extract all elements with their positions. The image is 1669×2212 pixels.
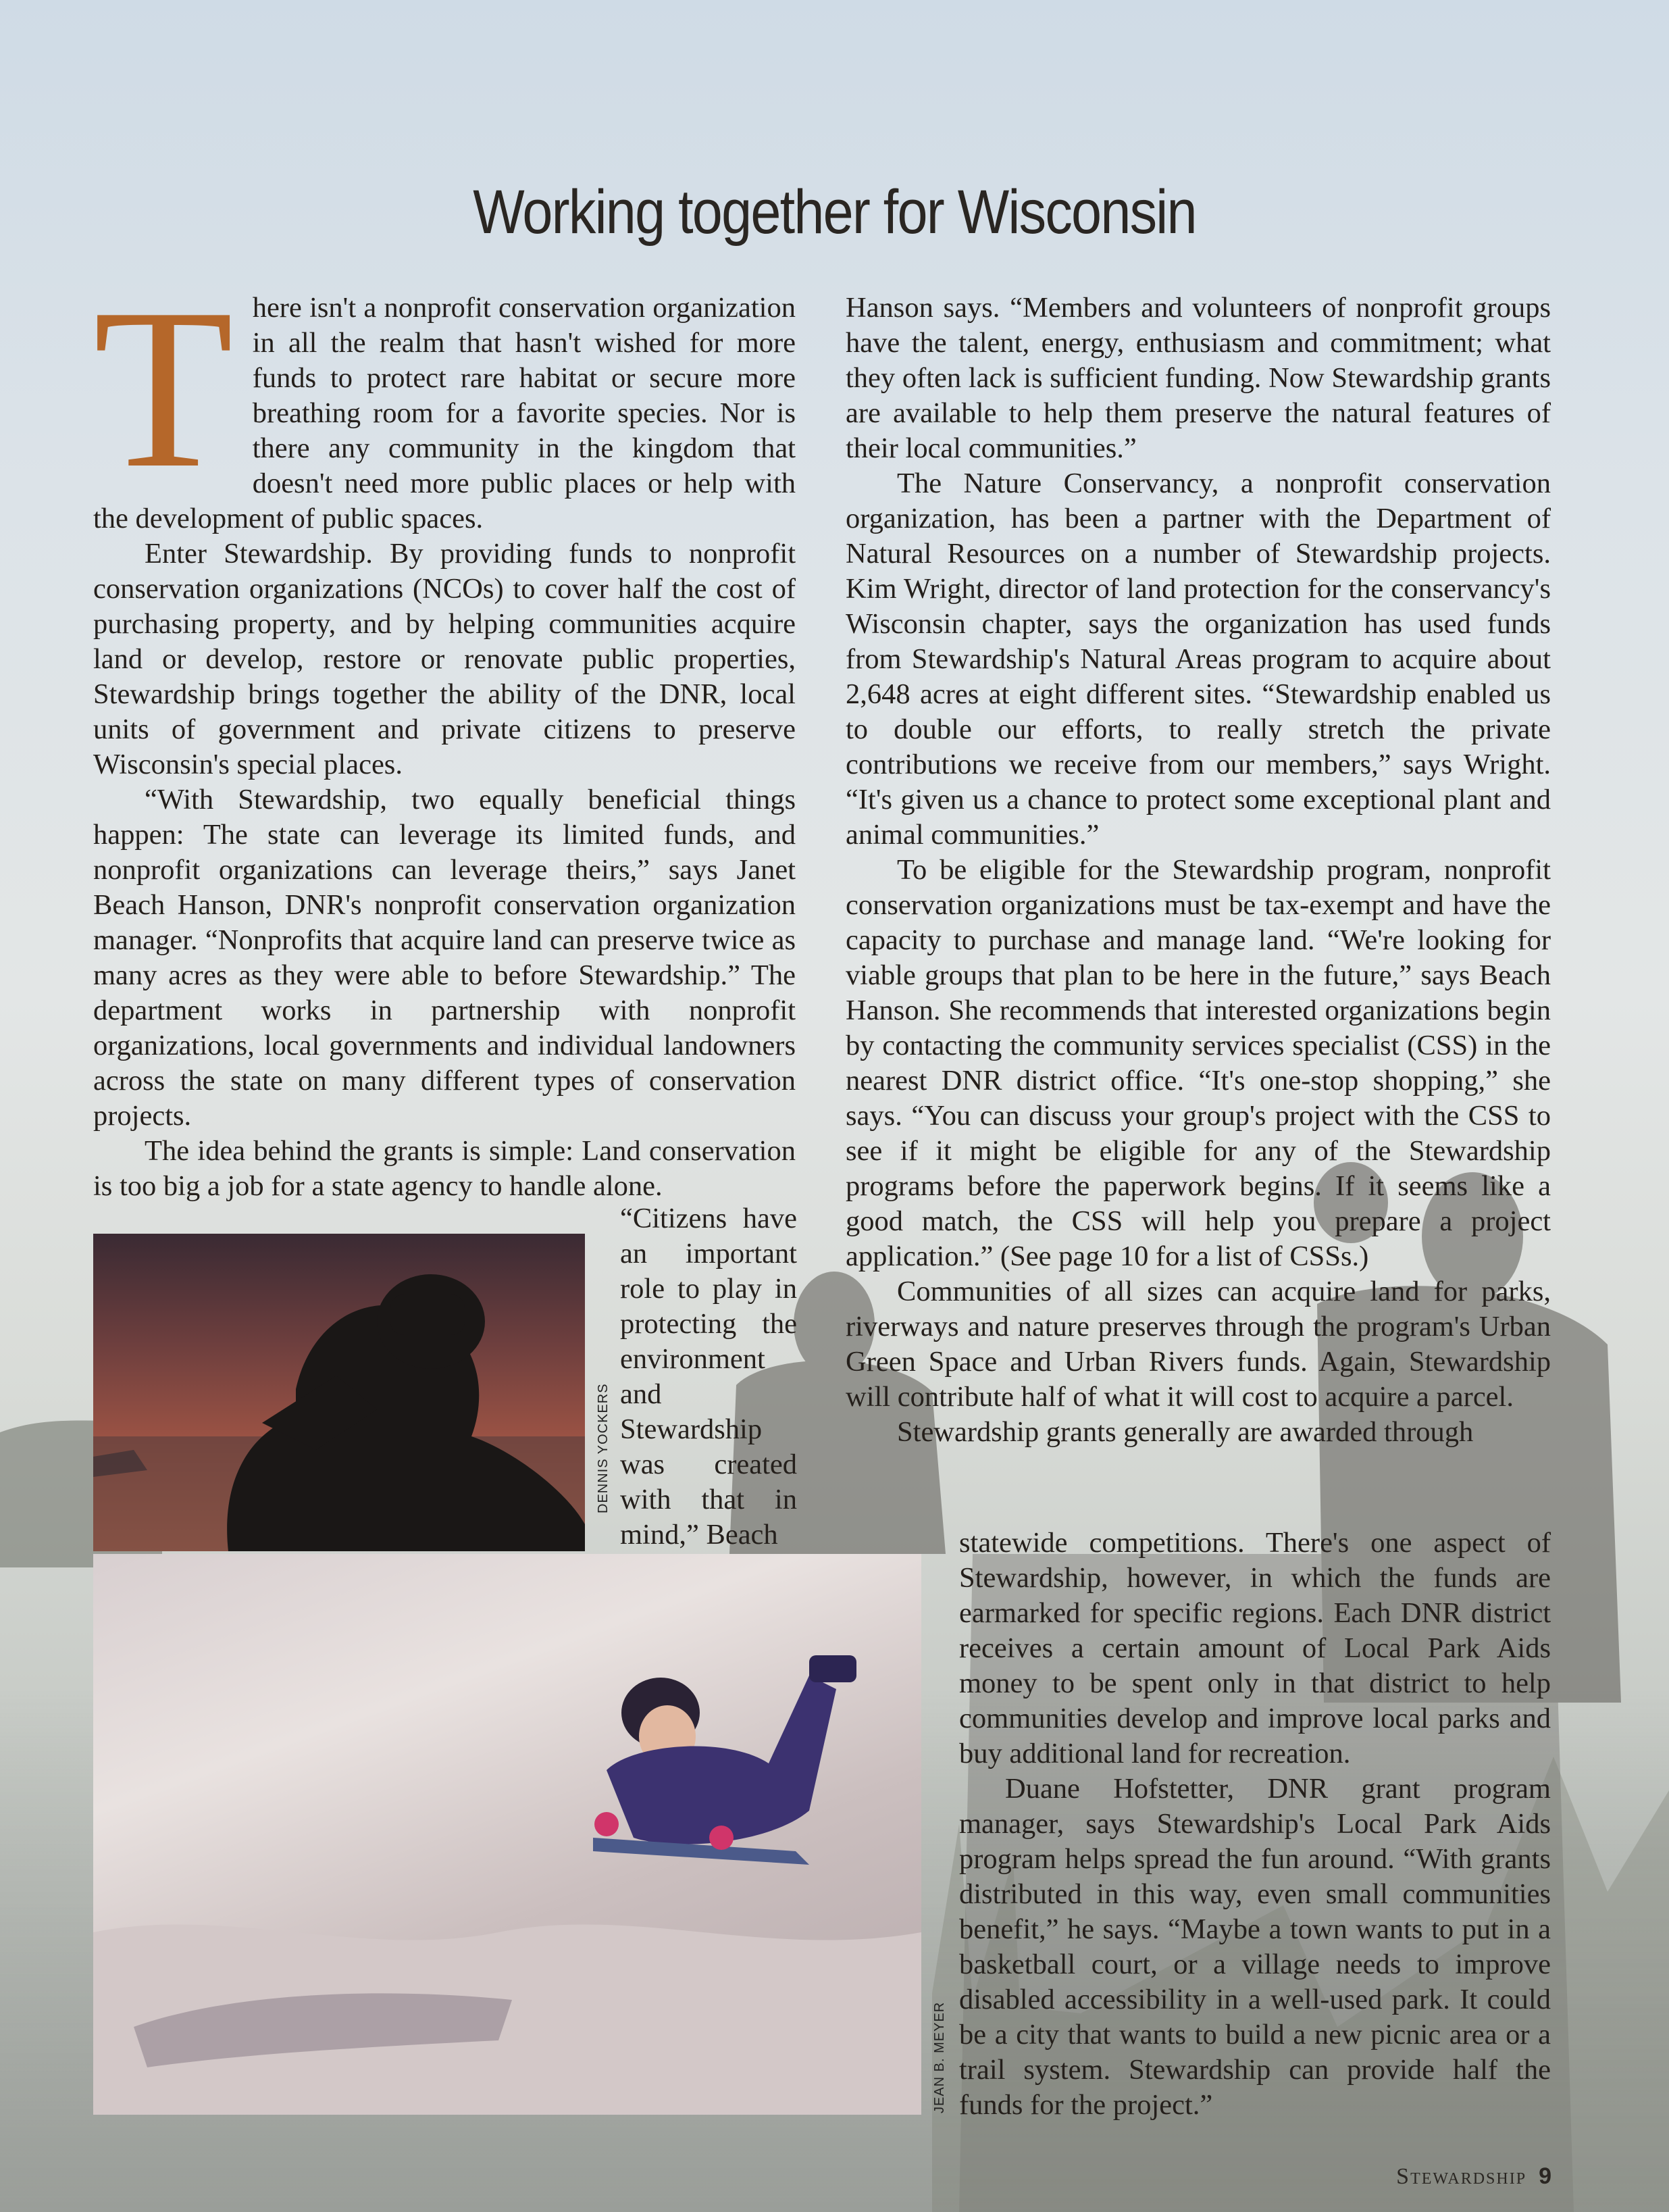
article-right-column bbox=[846, 291, 1551, 1450]
photo-credit: JEAN B. MEYER bbox=[932, 2001, 947, 2113]
page-footer bbox=[1396, 2163, 1553, 2190]
footer-section: Stewardship bbox=[1396, 2164, 1527, 2189]
paragraph: Stewardship grants generally are awarded through bbox=[897, 1416, 1474, 1448]
birder-silhouette bbox=[93, 1234, 585, 1551]
paragraph: statewide competitions. There's one aspect of Stewardship, however, in which the funds are earmarked for specific regions. Each DNR district receives a certain amount of Local Park Aids money to be spent only in that district to help communities develop and improve local parks and buy additional land for recreation. bbox=[959, 1527, 1551, 1769]
sledding-photo bbox=[93, 1554, 921, 2115]
paragraph: “Citizens have an important role to play in protecting the environment and Stewardship was created with that in mind,” Beach bbox=[620, 1203, 797, 1551]
page-number: 9 bbox=[1539, 2163, 1553, 2189]
paragraph: Duane Hofstetter, DNR grant program manager, says Stewardship's Local Park Aids program helps spread the fun around. “With grants distributed in this way, even small communities benefit,” he says. “Maybe a town wants to put in a basketball court, or a village needs to improve disabled accessibility in a well-used park. It could be a city that wants to build a new picnic area or a trail system. Stewardship can provide half the funds for the project.” bbox=[959, 1773, 1551, 2121]
article-left-column bbox=[93, 261, 796, 1204]
paragraph: here isn't a nonprofit conservation organization in all the realm that hasn't wished for more funds to protect rare habitat or secure more breathing room for a favorite species. Nor is there any community in the kingdom that doesn't need more public places or help with the development of public spaces. bbox=[93, 292, 796, 534]
birder-photo bbox=[93, 1234, 585, 1551]
paragraph: Enter Stewardship. By providing funds to nonprofit conservation organizations (NCOs) to cover half the cost of purchasing property, and by helping communities acquire land or develop, restore or renovate public properties, Stewardship brings together the ability of the DNR, local units of government and private citizens to preserve Wisconsin's special places. bbox=[93, 538, 796, 780]
paragraph: Communities of all sizes can acquire land for parks, riverways and nature preserves through the program's Urban Green Space and Urban Rivers funds. Again, Stewardship will contribute half of what it will cost to acquire a parcel. bbox=[846, 1276, 1551, 1413]
paragraph: Hanson says. “Members and volunteers of nonprofit groups have the talent, energy, enthusiasm and commitment; what they often lack is sufficient funding. Now Stewardship grants are available to help them preserve the natural features of their local communities.” bbox=[846, 292, 1551, 464]
paragraph: The idea behind the grants is simple: Land conservation is too big a job for a state agency to handle alone. bbox=[93, 1135, 796, 1202]
drop-cap: T bbox=[93, 261, 234, 516]
paragraph: To be eligible for the Stewardship program, nonprofit conservation organizations must be tax-exempt and have the capacity to purchase and manage land. “We're looking for viable groups that plan to be here in the future,” says Beach Hanson. She recommends that interested organizations begin by contacting the community services specialist (CSS) in the nearest DNR district office. “It's one-stop shopping,” she says. “You can discuss your group's project with the CSS to see if it might be eligible for any of the Stewardship programs before the paperwork begins. If it seems like a good match, the CSS will help you prepare a project application.” (See page 10 for a list of CSSs.) bbox=[846, 854, 1551, 1272]
article-right-lower bbox=[959, 1526, 1551, 2123]
sledder-illustration bbox=[93, 1554, 921, 2115]
paragraph: The Nature Conservancy, a nonprofit conservation organization, has been a partner with the Department of Natural Resources on a number of Stewardship projects. Kim Wright, director of land protection for the conservancy's Wisconsin chapter, says the organization has used funds from Stewardship's Natural Areas program to acquire about 2,648 acres at eight different sites. “Stewardship enabled us to double our efforts, to really stretch the private contributions we receive from our members,” says Wright. “It's given us a chance to protect some exceptional plant and animal communities.” bbox=[846, 468, 1551, 851]
wrapped-text bbox=[620, 1201, 797, 1553]
page-title: Working together for Wisconsin bbox=[473, 178, 1196, 247]
photo-credit: DENNIS YOCKERS bbox=[596, 1383, 611, 1513]
paragraph: “With Stewardship, two equally beneficial things happen: The state can leverage its limited funds, and nonprofit organizations can leverage theirs,” says Janet Beach Hanson, DNR's nonprofit conservation organization manager. “Nonprofits that acquire land can preserve twice as many acres as they were able to before Stewardship.” The department works in partnership with nonprofit organizations, local governments and individual landowners across the state on many different types of conservation projects. bbox=[93, 784, 796, 1132]
